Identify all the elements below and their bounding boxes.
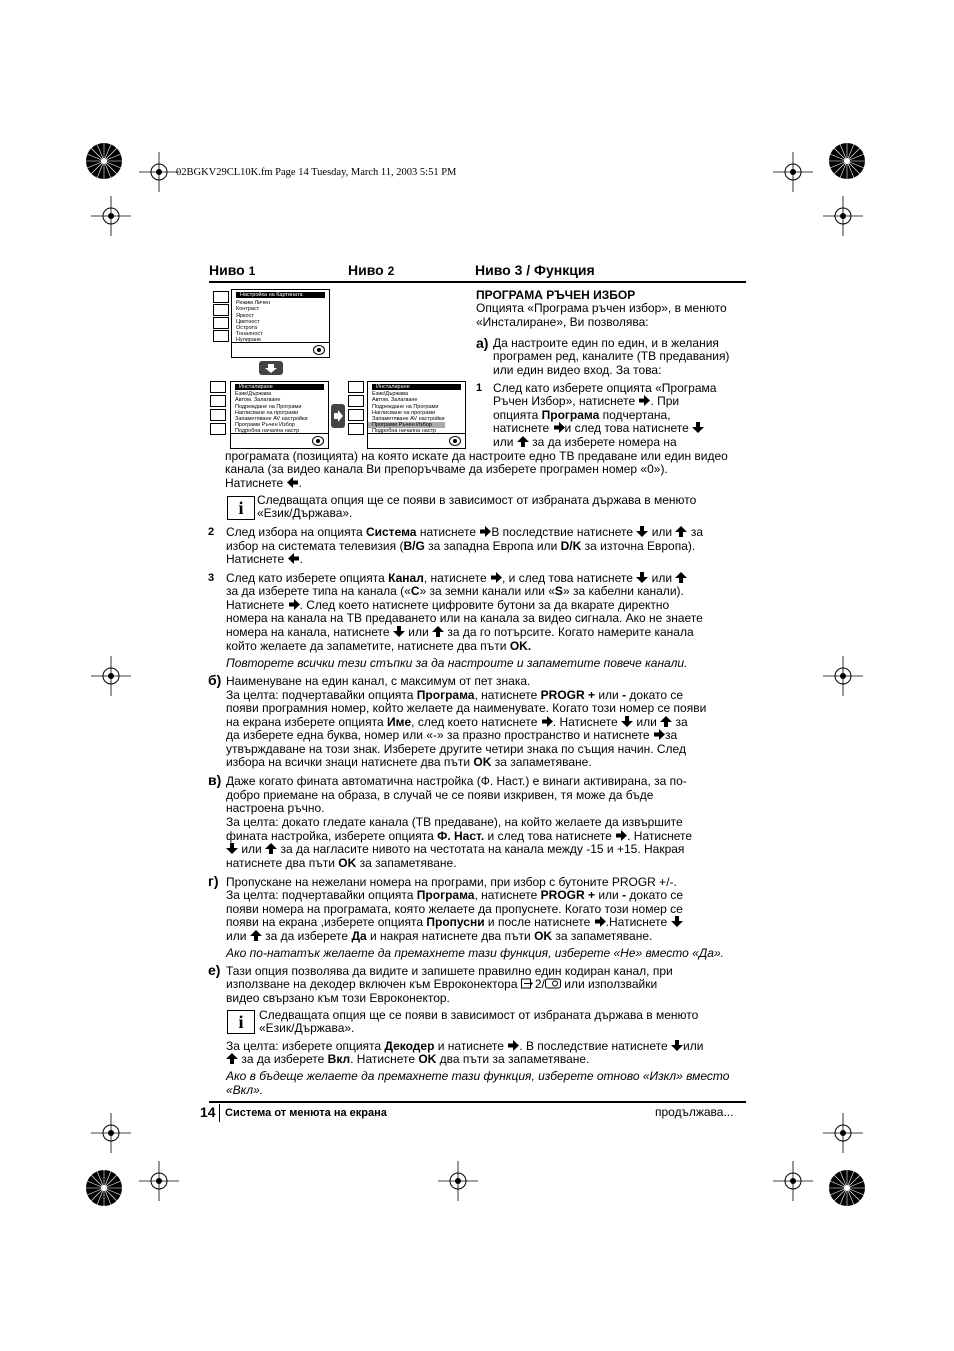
picture-menu-icon — [210, 381, 226, 393]
menu-item: Програми Ръчен Избор — [235, 422, 295, 429]
g-line: появи на екрана ,изберете опцията Пропусни и после натиснете .Натиснете — [226, 916, 683, 930]
step2-line: След избора на опцията Система натиснете В последствие натиснете или за — [226, 525, 704, 539]
registration-mark — [91, 656, 131, 696]
step3-line: Натиснете . След което натиснете цифровите бутони за да вкарате директно — [226, 598, 670, 612]
down-arrow-icon — [692, 422, 704, 433]
footer-divider — [219, 1104, 220, 1122]
note-line: Следващата опция ще се появи в зависимост от избраната държава в менюто — [259, 1008, 699, 1022]
menu-item: Тоналност — [236, 331, 263, 338]
header-rule — [209, 281, 746, 283]
g-line: Пропускане на нежелани номера на програми, при избор с бутоните PROGR +/-. — [226, 875, 677, 889]
up-arrow-icon — [660, 716, 672, 727]
down-arrow-icon — [226, 843, 238, 854]
item-letter-e: е) — [208, 962, 221, 978]
item-letter-g: г) — [208, 873, 219, 889]
e2-note: «Вкл». — [226, 1083, 264, 1097]
right-arrow-icon — [653, 729, 665, 740]
menu-item: Запаметяване AV настройки — [235, 416, 308, 423]
column-level2: Ниво 2 — [348, 262, 395, 278]
note-line: «Език/Държава». — [259, 1021, 355, 1035]
page-number: 14 — [200, 1104, 216, 1120]
installation-menu — [230, 381, 329, 449]
note-line: «Език/Държава». — [257, 506, 353, 520]
right-arrow-icon — [479, 526, 491, 537]
scart-connector-icon — [521, 978, 535, 989]
down-arrow-icon — [671, 916, 683, 927]
b-line: появи програмния номер, който желаете да наименувате. Когато този номер се появи — [226, 701, 707, 715]
registration-mark — [823, 196, 863, 236]
ok-button-icon — [449, 436, 461, 446]
item-letter-v: в) — [208, 772, 222, 788]
note-line: Следващата опция ще се появи в зависимост от избраната държава в менюто — [257, 493, 697, 507]
g-line: появи номера на програмата, която желаете да пропуснете. Когато този номер се — [226, 902, 683, 916]
right-arrow-icon — [541, 716, 553, 727]
intro-line: Опцията «Програма ръчен избор», в менюто — [476, 301, 727, 315]
column-level3: Ниво 3 / Функция — [475, 262, 595, 278]
step3-line: номера на канала на ТВ предаването или на канала за видео сигнала. Ако не знаете — [226, 611, 703, 625]
g-line: или за да изберете Да и накрая натиснете два пъти OK за запаметяване. — [226, 929, 653, 943]
step1-line: Ръчен Избор», натиснете . При — [493, 394, 680, 408]
timer-menu-icon — [213, 317, 229, 329]
b-line: избора на всички знаци натиснете два пъти OK за запаметяване. — [226, 755, 592, 769]
step1-line: програмата (позицията) на която искате да настроите едно ТВ предаване или един видео — [225, 449, 728, 463]
up-arrow-icon — [675, 526, 687, 537]
e-line: използване на декодер включен към Евроконектора 2/ или използвайки — [226, 977, 658, 991]
down-arrow-icon — [621, 716, 633, 727]
setup-menu-icon — [213, 330, 229, 342]
a-line: или един видео вход. За това: — [493, 363, 662, 377]
decoder-icon — [545, 978, 561, 989]
menu-item: Подробна начална настр — [235, 428, 300, 435]
continues-label: продължава... — [655, 1105, 734, 1119]
menu-item: Подробна начална настр — [372, 428, 437, 435]
starburst-mark — [827, 1168, 867, 1208]
picture-menu-title: Настройка на Картината — [236, 292, 325, 298]
registration-mark — [91, 196, 131, 236]
down-arrow-icon — [671, 1040, 683, 1051]
step1-line: канала (за видео канала Ви препоръчваме да изберете програмен номер «0»). — [225, 462, 668, 476]
ok-button-icon — [312, 436, 324, 446]
b-line: да изберете една буква, номер или «-» за празно пространство и натиснете за — [226, 728, 678, 742]
up-arrow-icon — [250, 930, 262, 941]
sound-menu-icon — [210, 395, 226, 407]
step-number: 1 — [476, 382, 483, 394]
step-number: 2 — [208, 526, 215, 538]
up-arrow-icon — [432, 626, 444, 637]
a-line: програмен ред, каналите (ТВ предавания) — [493, 349, 730, 363]
picture-menu-icon — [348, 381, 364, 393]
e-line: видео свързано към този Евроконектор. — [226, 991, 450, 1005]
registration-mark — [139, 1161, 179, 1201]
right-arrow-icon — [490, 572, 502, 583]
menu-item: Подреждане на Програми — [235, 403, 302, 410]
item-letter-a: а) — [476, 335, 489, 351]
picture-menu-icon — [213, 291, 229, 303]
file-header: 02BGKV29CL10K.fm Page 14 Tuesday, March 11, 2003 5:51 PM — [176, 167, 457, 178]
menu-item: Език/Държава — [372, 391, 409, 398]
b-line: Наименуване на един канал, с максимум от пет знака. — [226, 674, 531, 688]
installation-menu-manual-selected — [367, 381, 466, 449]
registration-mark — [773, 1161, 813, 1201]
registration-mark — [773, 152, 813, 192]
step1-line: Натиснете . — [225, 476, 302, 490]
intro-line: «Инсталиране», Ви позволява: — [476, 315, 649, 329]
registration-mark — [91, 1113, 131, 1153]
step1-line: натиснете и след това натиснете — [493, 422, 704, 436]
menu-item: Автом. Залагване — [235, 397, 281, 404]
v-line: фината настройка, изберете опцията Ф. Наст. и след това натиснете . Натиснете — [226, 829, 693, 843]
down-arrow-icon — [636, 572, 648, 583]
e2-line: За целта: изберете опцията Декодер и натиснете . В последствие натиснете или — [226, 1039, 704, 1053]
starburst-mark — [827, 141, 867, 181]
right-arrow-icon — [638, 395, 650, 406]
installation-menu-title: Инсталиране — [235, 384, 324, 390]
up-arrow-icon — [675, 572, 687, 583]
right-arrow-icon — [288, 599, 300, 610]
step3-line: номера на канала, натиснете или за да го потърсите. Когато намерите канала — [226, 625, 694, 639]
v-line: или за да нагласите нивото на честотата на канала между -15 и +15. Накрая — [226, 843, 684, 857]
b-line: За целта: подчертавайки опцията Програма, натиснете PROGR + или - докато се — [226, 688, 684, 702]
column-level1: Ниво 1 — [209, 262, 256, 278]
right-arrow-icon — [594, 916, 606, 927]
b-line: на екрана изберете опцията Име, след което натиснете . Натиснете или за — [226, 715, 688, 729]
step3-note: Повторете всички тези стъпки за да настроите и запаметите повече канали. — [226, 656, 688, 670]
section-title: ПРОГРАМА РЪЧЕН ИЗБОР — [476, 288, 636, 302]
g-line: За целта: подчертавайки опцията Програма, натиснете PROGR + или - докато се — [226, 888, 684, 902]
step2-line: избор на системата телевизия (B/G за западна Европа или D/K за източна Европа). — [226, 539, 696, 553]
right-arrow-icon — [553, 422, 565, 433]
e2-line: за да изберете Вкл. Натиснете OK два пъти за запаметяване. — [226, 1053, 589, 1067]
sound-menu-icon — [348, 395, 364, 407]
footer-rule — [209, 1101, 746, 1103]
footer-section: Система от менюта на екрана — [225, 1107, 387, 1119]
menu-item: Наглисване на програми — [235, 409, 299, 416]
right-arrow-icon — [507, 1040, 519, 1051]
up-arrow-icon — [265, 843, 277, 854]
right-arrow-icon — [331, 404, 345, 428]
g-note: Ако по-нататък желаете да премахнете тази функция, изберете «Не» вместо «Да». — [226, 946, 724, 960]
down-arrow-icon — [636, 526, 648, 537]
step1-line: След като изберете опцията «Програма — [493, 381, 717, 395]
left-arrow-icon — [287, 477, 299, 488]
menu-item-highlighted: Програми Ръчен Избор — [368, 422, 445, 428]
step2-line: Натиснете . — [226, 552, 303, 566]
picture-settings-menu — [231, 289, 330, 358]
b-line: утвърждаване на този знак. Изберете другите четири знака по същия начин. След — [226, 742, 686, 756]
menu-item: Контраст — [236, 306, 260, 313]
step-number: 3 — [208, 572, 215, 584]
right-arrow-icon — [615, 830, 627, 841]
menu-item: Цветност — [236, 318, 260, 325]
item-letter-b: б) — [208, 672, 222, 688]
menu-item: Запаметяване AV настройки — [372, 416, 445, 423]
starburst-mark — [84, 1168, 124, 1208]
down-arrow-icon — [393, 626, 405, 637]
menu-item: Автом. Залагване — [372, 397, 418, 404]
v-line: Даже когато фината автоматична настройка (Ф. Наст.) е винаги активирана, за по- — [226, 774, 687, 788]
down-arrow-icon — [259, 361, 283, 375]
registration-mark — [823, 1113, 863, 1153]
v-line: настроена ръчно. — [226, 801, 325, 815]
a-line: Да настроите един по един, и в желания — [493, 336, 719, 350]
up-arrow-icon — [517, 436, 529, 447]
step1-line: или за да изберете номера на — [493, 435, 677, 449]
registration-mark — [823, 656, 863, 696]
timer-menu-icon — [210, 409, 226, 421]
step3-line: за да изберете типа на канала («C» за земни канали или «S» за кабелни канали). — [226, 584, 684, 598]
ok-button-icon — [313, 345, 325, 355]
menu-item: Режим Личен — [236, 300, 271, 307]
menu-item: Подреждане на Програми — [372, 403, 439, 410]
step3-line: След като изберете опцията Канал, натиснете , и след това натиснете или — [226, 572, 687, 586]
up-arrow-icon — [226, 1053, 238, 1064]
registration-mark — [438, 1161, 478, 1201]
v-line: натиснете два пъти OK за запаметяване. — [226, 856, 457, 870]
e2-note: Ако в бъдеще желаете да премахнете тази функция, изберете отново «Изкл» вместо — [226, 1069, 730, 1083]
step1-line: опцията Програма подчертана, — [493, 408, 671, 422]
info-icon: i — [227, 496, 255, 520]
v-line: За целта: докато гледате канала (ТВ предаване), на който желаете да извършите — [226, 815, 683, 829]
menu-item: Наглисване на програми — [372, 409, 436, 416]
e-line: Тази опция позволява да видите и запишете правилно един кодиран канал, при — [226, 964, 673, 978]
setup-menu-icon — [210, 423, 226, 435]
v-line: добро приемане на образа, в случай че се появи изкривен, тя може да бъде — [226, 788, 654, 802]
registration-mark — [139, 152, 179, 192]
menu-item: Яркост — [236, 312, 254, 319]
installation-menu-title: Инсталиране — [372, 384, 461, 390]
menu-item: Език/Държава — [235, 391, 272, 398]
sound-menu-icon — [213, 304, 229, 316]
starburst-mark — [84, 141, 124, 181]
menu-item: Острота — [236, 325, 258, 332]
setup-menu-icon — [348, 423, 364, 435]
timer-menu-icon — [348, 409, 364, 421]
step3-line: който желаете да запаметите, натиснете два пъти OK. — [226, 639, 532, 653]
info-icon: i — [227, 1010, 255, 1034]
left-arrow-icon — [288, 553, 300, 564]
menu-item: Нулиране — [236, 337, 262, 344]
